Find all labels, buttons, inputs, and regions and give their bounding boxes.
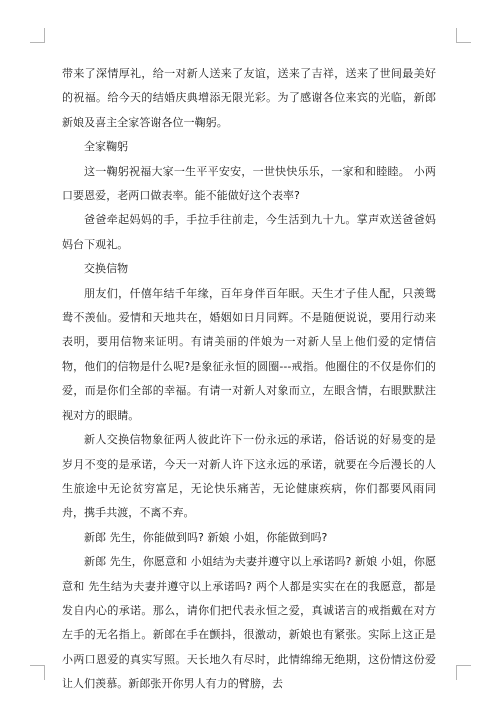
document-body bbox=[62, 62, 436, 697]
paragraph: 新郎 先生，你愿意和 小姐结为夫妻并遵守以上承诺吗? 新娘 小姐，你愿意和 先生结为夫妻并遵守以上承诺吗? 两个人都是实实在在的我愿意，都是发自内心的承诺。那么，请你们把代表永恒之爱，真诚诺言的戒指戴在对方左手的无名指上。新郎在手在颤抖，很激动，新娘也有紧张。实际上这正是小两口恩爱的真实写照。天长地久有尽时，此情绵绵无绝期，这份情这份爱让人们羡慕。新郎张开你男人有力的臂膀，去 bbox=[62, 555, 436, 691]
crop-mark-bottom-left bbox=[30, 665, 45, 680]
crop-mark-top-right bbox=[456, 28, 471, 43]
paragraph: 新郎 先生，你能做到吗? 新娘 小姐，你能做到吗? bbox=[84, 530, 328, 544]
crop-mark-top-left bbox=[30, 28, 45, 43]
paragraph: 这一鞠躬祝福大家一生平平安安，一世快快乐乐，一家和和睦睦。 小两口要恩爱，老两口做表率。能不能做好这个表率? bbox=[62, 164, 436, 203]
paragraph: 带来了深情厚礼，给一对新人送来了友谊，送来了吉祥，送来了世间最美好的祝福。给今天的结婚庆典增添无限光彩。为了感谢各位来宾的光临，新郎新娘及喜主全家答谢各位一鞠躬。 bbox=[62, 67, 436, 129]
paragraph: 交换信物 bbox=[84, 262, 129, 276]
paragraph: 全家鞠躬 bbox=[84, 140, 129, 154]
paragraph: 新人交换信物象征两人彼此许下一份永远的承诺，俗话说的好易变的是岁月不变的是承诺，今天一对新人许下这永远的承诺，就要在今后漫长的人生旅途中无论贫穷富足，无论快乐痛苦，无论健康疾病，你们都要风雨同舟，携手共渡，不离不弃。 bbox=[62, 433, 436, 520]
paragraph: 爸爸牵起妈妈的手，手拉手往前走，今生活到九十九。掌声欢送爸爸妈妈台下观礼。 bbox=[62, 213, 436, 251]
paragraph: 朋友们，仟僖年结千年缘，百年身伴百年眠。天生才子佳人配，只羡鸳鸯不羡仙。爱情和天地共在，婚姻如日月同辉。不是随便说说，要用行动来表明，要用信物来证明。有请美丽的伴娘为一对新人呈上他们爱的定情信物，他们的信物是什么呢?是象征永恒的圆圈---戒指。他圈住的不仅是你们的爱，而是你们全部的幸福。有请一对新人对象而立，左眼含情，右眼默默注视对方的眼睛。 bbox=[62, 286, 436, 422]
crop-mark-bottom-right bbox=[456, 665, 471, 680]
